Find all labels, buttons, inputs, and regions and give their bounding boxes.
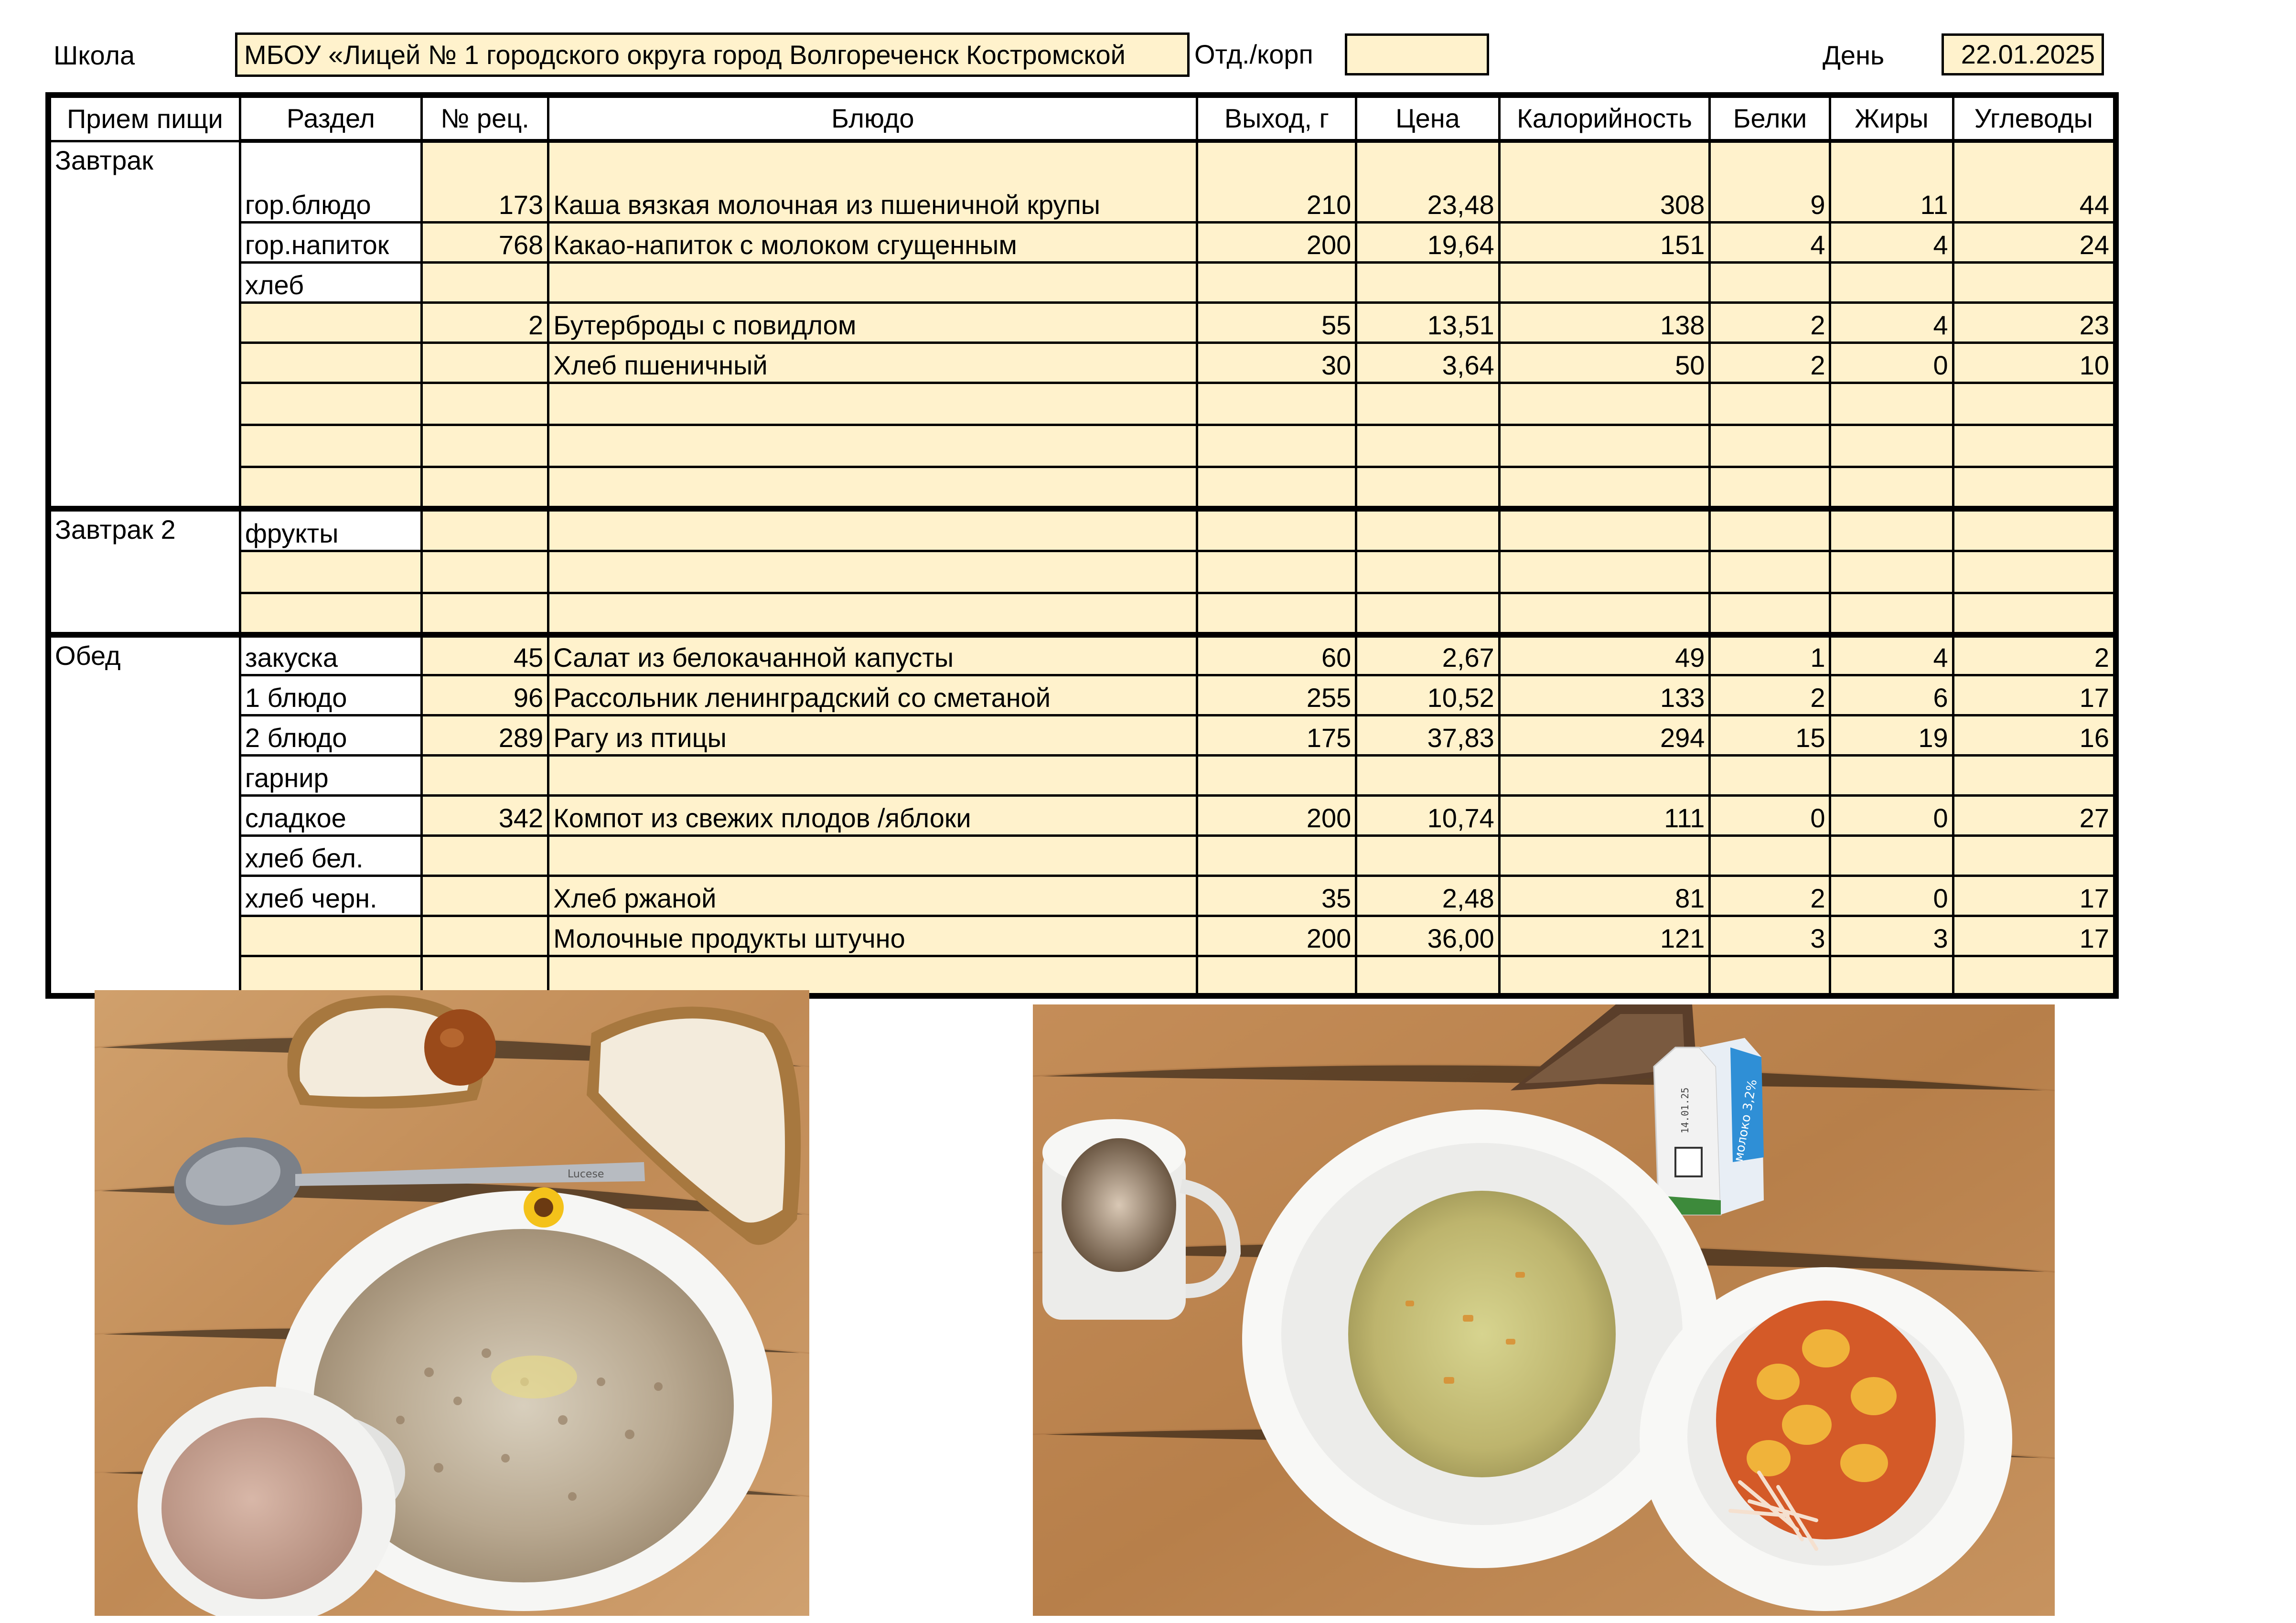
table-row [48,835,2116,876]
meal-cell: Завтрак [48,141,240,509]
breakfast-photo [95,990,809,1616]
weight-cell[interactable]: 35 [1197,876,1356,916]
recipe-cell[interactable]: 96 [421,675,548,715]
price-cell[interactable] [1356,755,1499,795]
weight-cell[interactable] [1197,509,1356,551]
col-dish: Блюдо [548,95,1197,141]
fat-cell[interactable]: 0 [1830,795,1953,835]
protein-cell[interactable] [1710,551,1830,593]
price-cell[interactable] [1356,956,1499,996]
fat-cell[interactable]: 11 [1830,141,1953,222]
fat-cell[interactable] [1830,467,1953,509]
dish-cell[interactable] [548,425,1197,467]
protein-cell[interactable]: 2 [1710,876,1830,916]
calories-cell[interactable]: 111 [1499,795,1710,835]
protein-cell[interactable]: 2 [1710,302,1830,342]
price-cell[interactable] [1356,551,1499,593]
protein-cell[interactable] [1710,956,1830,996]
weight-cell[interactable]: 175 [1197,715,1356,755]
section-cell[interactable] [240,593,421,635]
day-label: День [1823,40,1885,70]
table-row [48,675,2116,715]
price-cell[interactable]: 3,64 [1356,342,1499,383]
calories-cell[interactable] [1499,551,1710,593]
col-meal: Прием пищи [48,95,240,141]
table-row [48,467,2116,509]
price-cell[interactable] [1356,467,1499,509]
calories-cell[interactable] [1499,956,1710,996]
weight-cell[interactable] [1197,835,1356,876]
dish-cell[interactable] [548,755,1197,795]
meal-cell: Обед [48,635,240,996]
fat-cell[interactable] [1830,755,1953,795]
dish-cell[interactable] [548,509,1197,551]
price-cell[interactable]: 37,83 [1356,715,1499,755]
protein-cell[interactable]: 15 [1710,715,1830,755]
col-recipe: № рец. [421,95,548,141]
calories-cell[interactable] [1499,425,1710,467]
dish-cell[interactable]: Салат из белокачанной капусты [548,635,1197,675]
carbs-cell[interactable]: 17 [1953,916,2116,956]
dish-cell[interactable]: Хлеб ржаной [548,876,1197,916]
table-row [48,302,2116,342]
recipe-cell[interactable] [421,755,548,795]
table-row [48,635,2116,675]
milk-code: 14.01.25 [1679,1087,1691,1133]
price-cell[interactable]: 23,48 [1356,141,1499,222]
carbs-cell[interactable]: 24 [1953,222,2116,262]
section-cell[interactable] [240,383,421,425]
table-row [48,551,2116,593]
weight-cell[interactable]: 255 [1197,675,1356,715]
protein-cell[interactable]: 2 [1710,342,1830,383]
weight-cell[interactable]: 200 [1197,916,1356,956]
meal-cell: Завтрак 2 [48,509,240,635]
recipe-cell[interactable] [421,551,548,593]
calories-cell[interactable] [1499,262,1710,302]
carbs-cell[interactable] [1953,956,2116,996]
weight-cell[interactable]: 55 [1197,302,1356,342]
carbs-cell[interactable]: 44 [1953,141,2116,222]
weight-cell[interactable] [1197,383,1356,425]
dish-cell[interactable]: Молочные продукты штучно [548,916,1197,956]
calories-cell[interactable] [1499,593,1710,635]
carbs-cell[interactable]: 27 [1953,795,2116,835]
recipe-cell[interactable] [421,383,548,425]
carbs-cell[interactable] [1953,593,2116,635]
col-carbs: Углеводы [1953,95,2116,141]
weight-cell[interactable] [1197,262,1356,302]
fat-cell[interactable]: 4 [1830,635,1953,675]
fat-cell[interactable] [1830,383,1953,425]
dish-cell[interactable] [548,383,1197,425]
calories-cell[interactable]: 294 [1499,715,1710,755]
recipe-cell[interactable] [421,425,548,467]
protein-cell[interactable] [1710,755,1830,795]
table-row [48,222,2116,262]
price-cell[interactable] [1356,835,1499,876]
carbs-cell[interactable]: 23 [1953,302,2116,342]
calories-cell[interactable]: 121 [1499,916,1710,956]
protein-cell[interactable]: 9 [1710,141,1830,222]
price-cell[interactable]: 13,51 [1356,302,1499,342]
dish-cell[interactable] [548,262,1197,302]
protein-cell[interactable] [1710,383,1830,425]
protein-cell[interactable] [1710,509,1830,551]
dept-label: Отд./корп [1194,39,1313,69]
recipe-cell[interactable]: 768 [421,222,548,262]
fat-cell[interactable] [1830,956,1953,996]
col-section: Раздел [240,95,421,141]
table-row [48,755,2116,795]
carbs-cell[interactable]: 17 [1953,876,2116,916]
col-protein: Белки [1710,95,1830,141]
carbs-cell[interactable]: 10 [1953,342,2116,383]
table-row [48,715,2116,755]
section-cell[interactable]: хлеб [240,262,421,302]
protein-cell[interactable]: 1 [1710,635,1830,675]
carbs-cell[interactable] [1953,509,2116,551]
protein-cell[interactable] [1710,835,1830,876]
dish-cell[interactable]: Хлеб пшеничный [548,342,1197,383]
calories-cell[interactable]: 81 [1499,876,1710,916]
milk-label: молоко 3,2% [1731,1078,1760,1163]
dish-cell[interactable]: Компот из свежих плодов /яблоки [548,795,1197,835]
price-cell[interactable] [1356,383,1499,425]
fat-cell[interactable]: 19 [1830,715,1953,755]
recipe-cell[interactable]: 173 [421,141,548,222]
carbs-cell[interactable]: 16 [1953,715,2116,755]
recipe-cell[interactable] [421,262,548,302]
dept-field[interactable] [1345,33,1489,75]
protein-cell[interactable] [1710,593,1830,635]
table-row [48,916,2116,956]
section-cell[interactable] [240,342,421,383]
calories-cell[interactable]: 138 [1499,302,1710,342]
fat-cell[interactable]: 6 [1830,675,1953,715]
table-row [48,383,2116,425]
fat-cell[interactable]: 0 [1830,876,1953,916]
section-cell[interactable] [240,916,421,956]
recipe-cell[interactable]: 2 [421,302,548,342]
weight-cell[interactable] [1197,755,1356,795]
date-field[interactable]: 22.01.2025 [1942,33,2104,75]
weight-cell[interactable]: 210 [1197,141,1356,222]
fat-cell[interactable] [1830,593,1953,635]
fat-cell[interactable] [1830,425,1953,467]
price-cell[interactable] [1356,262,1499,302]
dish-cell[interactable] [548,835,1197,876]
price-cell[interactable]: 2,67 [1356,635,1499,675]
table-row [48,141,2116,222]
protein-cell[interactable] [1710,425,1830,467]
fat-cell[interactable] [1830,835,1953,876]
section-cell[interactable]: хлеб бел. [240,835,421,876]
price-cell[interactable]: 10,52 [1356,675,1499,715]
carbs-cell[interactable] [1953,755,2116,795]
calories-cell[interactable]: 151 [1499,222,1710,262]
section-cell[interactable]: гор.напиток [240,222,421,262]
recipe-cell[interactable] [421,467,548,509]
dish-cell[interactable]: Каша вязкая молочная из пшеничной крупы [548,141,1197,222]
col-calories: Калорийность [1499,95,1710,141]
recipe-cell[interactable] [421,835,548,876]
section-cell[interactable] [240,425,421,467]
fat-cell[interactable] [1830,509,1953,551]
recipe-cell[interactable] [421,593,548,635]
calories-cell[interactable] [1499,383,1710,425]
table-row [48,509,2116,551]
price-cell[interactable]: 10,74 [1356,795,1499,835]
protein-cell[interactable]: 4 [1710,222,1830,262]
table-row [48,593,2116,635]
table-row [48,425,2116,467]
section-cell[interactable]: хлеб черн. [240,876,421,916]
section-cell[interactable]: гор.блюдо [240,141,421,222]
fat-cell[interactable]: 3 [1830,916,1953,956]
col-fat: Жиры [1830,95,1953,141]
fat-cell[interactable] [1830,551,1953,593]
section-cell[interactable] [240,302,421,342]
protein-cell[interactable] [1710,262,1830,302]
fat-cell[interactable]: 0 [1830,342,1953,383]
lunch-photo [1033,1004,2055,1616]
section-cell[interactable]: закуска [240,635,421,675]
calories-cell[interactable]: 133 [1499,675,1710,715]
weight-cell[interactable]: 60 [1197,635,1356,675]
protein-cell[interactable]: 3 [1710,916,1830,956]
dish-cell[interactable]: Рагу из птицы [548,715,1197,755]
carbs-cell[interactable] [1953,383,2116,425]
price-cell[interactable]: 19,64 [1356,222,1499,262]
recipe-cell[interactable] [421,916,548,956]
recipe-cell[interactable] [421,876,548,916]
fat-cell[interactable] [1830,262,1953,302]
recipe-cell[interactable]: 289 [421,715,548,755]
calories-cell[interactable] [1499,467,1710,509]
carbs-cell[interactable] [1953,262,2116,302]
section-cell[interactable] [240,551,421,593]
carbs-cell[interactable]: 2 [1953,635,2116,675]
calories-cell[interactable]: 49 [1499,635,1710,675]
dish-cell[interactable]: Бутерброды с повидлом [548,302,1197,342]
calories-cell[interactable] [1499,755,1710,795]
dish-cell[interactable]: Рассольник ленинградский со сметаной [548,675,1197,715]
weight-cell[interactable] [1197,551,1356,593]
calories-cell[interactable]: 308 [1499,141,1710,222]
weight-cell[interactable] [1197,956,1356,996]
price-cell[interactable] [1356,509,1499,551]
table-header-row [48,95,2116,141]
weight-cell[interactable]: 30 [1197,342,1356,383]
dish-cell[interactable] [548,593,1197,635]
table-row [48,262,2116,302]
recipe-cell[interactable] [421,509,548,551]
school-label: Школа [54,40,135,70]
school-field[interactable]: МБОУ «Лицей № 1 городского округа город Волгореченск Костромской [235,32,1190,77]
weight-cell[interactable] [1197,467,1356,509]
dish-cell[interactable] [548,467,1197,509]
section-cell[interactable]: гарнир [240,755,421,795]
carbs-cell[interactable] [1953,467,2116,509]
price-cell[interactable] [1356,593,1499,635]
section-cell[interactable]: сладкое [240,795,421,835]
fat-cell[interactable]: 4 [1830,222,1953,262]
carbs-cell[interactable] [1953,835,2116,876]
col-weight: Выход, г [1197,95,1356,141]
table-row [48,342,2116,383]
protein-cell[interactable] [1710,467,1830,509]
col-price: Цена [1356,95,1499,141]
section-cell[interactable] [240,467,421,509]
section-cell[interactable]: фрукты [240,509,421,551]
price-cell[interactable] [1356,425,1499,467]
fat-cell[interactable]: 4 [1830,302,1953,342]
recipe-cell[interactable]: 342 [421,795,548,835]
dish-cell[interactable]: Какао-напиток с молоком сгущенным [548,222,1197,262]
table-row [48,795,2116,835]
protein-cell[interactable]: 0 [1710,795,1830,835]
weight-cell[interactable]: 200 [1197,222,1356,262]
calories-cell[interactable] [1499,835,1710,876]
price-cell[interactable]: 36,00 [1356,916,1499,956]
weight-cell[interactable] [1197,425,1356,467]
price-cell[interactable]: 2,48 [1356,876,1499,916]
section-cell[interactable]: 2 блюдо [240,715,421,755]
table-row [48,876,2116,916]
weight-cell[interactable]: 200 [1197,795,1356,835]
recipe-cell[interactable] [421,342,548,383]
menu-table [45,92,2119,999]
calories-cell[interactable] [1499,509,1710,551]
section-cell[interactable]: 1 блюдо [240,675,421,715]
dish-cell[interactable] [548,551,1197,593]
carbs-cell[interactable]: 17 [1953,675,2116,715]
carbs-cell[interactable] [1953,551,2116,593]
calories-cell[interactable]: 50 [1499,342,1710,383]
carbs-cell[interactable] [1953,425,2116,467]
protein-cell[interactable]: 2 [1710,675,1830,715]
spoon-engraving: Lucese [568,1168,604,1180]
weight-cell[interactable] [1197,593,1356,635]
recipe-cell[interactable]: 45 [421,635,548,675]
